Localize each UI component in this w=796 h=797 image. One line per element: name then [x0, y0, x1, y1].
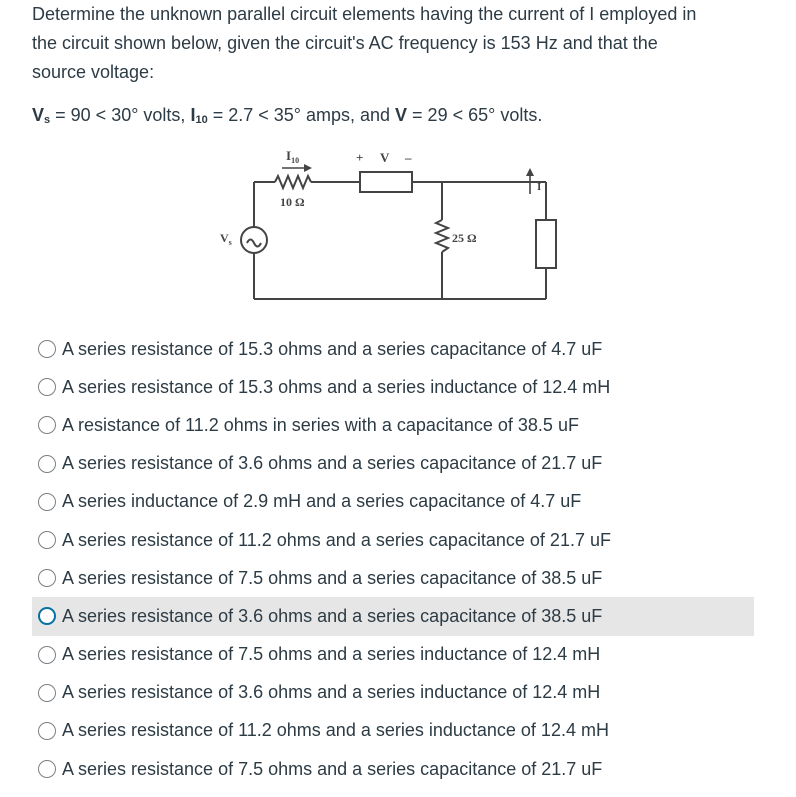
- radio-button-icon[interactable]: [38, 569, 56, 587]
- answer-option[interactable]: [32, 750, 754, 788]
- i10-subscript: 10: [195, 114, 208, 126]
- answer-option[interactable]: [32, 330, 754, 368]
- current-arrowhead-i10: [304, 164, 312, 172]
- radio-button-icon[interactable]: [38, 684, 56, 702]
- svg-text:Vs: [220, 231, 232, 247]
- radio-button-icon[interactable]: [38, 416, 56, 434]
- label-minus: –: [405, 150, 412, 165]
- answer-option[interactable]: [32, 483, 754, 521]
- answer-option-label: A series resistance of 3.6 ohms and a series capacitance of 38.5 uF: [62, 605, 603, 626]
- question-line-1: Determine the unknown parallel circuit elements having the current of I employed in: [32, 4, 697, 24]
- circuit-diagram: [220, 142, 580, 307]
- current-arrowhead-i: [526, 168, 534, 176]
- ac-source-icon: [241, 227, 267, 253]
- label-v: V: [380, 150, 390, 165]
- question-text: [32, 0, 772, 87]
- vs-value: = 90 < 30° volts,: [50, 105, 191, 125]
- resistor-10-ohm: [275, 176, 311, 188]
- label-i: I: [537, 181, 542, 193]
- resistor-25-ohm: [436, 220, 448, 252]
- label-i10-sub: 10: [291, 156, 300, 165]
- svg-text:I10: [286, 148, 299, 165]
- label-25-ohm: 25 Ω: [452, 231, 477, 245]
- v-value: = 29 < 65° volts.: [407, 105, 543, 125]
- answer-option[interactable]: [32, 674, 754, 712]
- answer-option[interactable]: [32, 521, 754, 559]
- answer-option-label: A resistance of 11.2 ohms in series with a capacitance of 38.5 uF: [62, 414, 579, 435]
- answer-option[interactable]: [32, 636, 754, 674]
- radio-button-icon[interactable]: [38, 760, 56, 778]
- answer-option-label: A series resistance of 7.5 ohms and a series capacitance of 21.7 uF: [62, 758, 603, 779]
- radio-button-icon[interactable]: [38, 455, 56, 473]
- label-i10: I: [286, 148, 292, 163]
- question-line-3: source voltage:: [32, 62, 155, 82]
- answer-option[interactable]: [32, 368, 754, 406]
- vs-subscript: s: [44, 114, 51, 126]
- answer-option-label: A series resistance of 7.5 ohms and a series capacitance of 38.5 uF: [62, 567, 603, 588]
- answer-option[interactable]: [32, 712, 754, 750]
- radio-button-icon[interactable]: [38, 722, 56, 740]
- answer-option-label: A series resistance of 7.5 ohms and a series inductance of 12.4 mH: [62, 644, 601, 665]
- given-values: [32, 101, 542, 135]
- answer-option-label: A series resistance of 15.3 ohms and a series capacitance of 4.7 uF: [62, 338, 603, 359]
- vs-symbol: V: [32, 105, 45, 125]
- radio-button-icon[interactable]: [38, 646, 56, 664]
- unknown-element-box: [360, 172, 412, 192]
- question-line-2: the circuit shown below, given the circuit's AC frequency is 153 Hz and that the: [32, 33, 658, 53]
- answer-option-label: A series resistance of 3.6 ohms and a series capacitance of 21.7 uF: [62, 453, 603, 474]
- radio-button-icon[interactable]: [38, 340, 56, 358]
- answer-option[interactable]: [32, 445, 754, 483]
- radio-button-icon[interactable]: [38, 607, 56, 625]
- radio-button-icon[interactable]: [38, 531, 56, 549]
- unknown-parallel-box: [536, 220, 556, 268]
- v-symbol: V: [395, 105, 408, 125]
- answer-option[interactable]: [32, 597, 754, 635]
- answer-option-label: A series resistance of 15.3 ohms and a series inductance of 12.4 mH: [62, 376, 611, 397]
- answer-options: [32, 330, 754, 788]
- answer-option-label: A series resistance of 3.6 ohms and a series inductance of 12.4 mH: [62, 682, 601, 703]
- answer-option-label: A series resistance of 11.2 ohms and a series inductance of 12.4 mH: [62, 720, 609, 741]
- label-vs-sub: s: [228, 238, 232, 247]
- answer-option[interactable]: [32, 406, 754, 444]
- i10-symbol: I: [190, 105, 196, 125]
- label-10-ohm: 10 Ω: [280, 195, 305, 209]
- answer-option[interactable]: [32, 559, 754, 597]
- ac-wave-icon: [247, 240, 261, 247]
- answer-option-label: A series resistance of 11.2 ohms and a series capacitance of 21.7 uF: [62, 529, 611, 550]
- radio-button-icon[interactable]: [38, 378, 56, 396]
- label-plus: +: [356, 150, 364, 165]
- radio-button-icon[interactable]: [38, 493, 56, 511]
- answer-option-label: A series inductance of 2.9 mH and a series capacitance of 4.7 uF: [62, 491, 582, 512]
- i10-value: = 2.7 < 35° amps, and: [207, 105, 396, 125]
- label-vs: V: [220, 231, 229, 245]
